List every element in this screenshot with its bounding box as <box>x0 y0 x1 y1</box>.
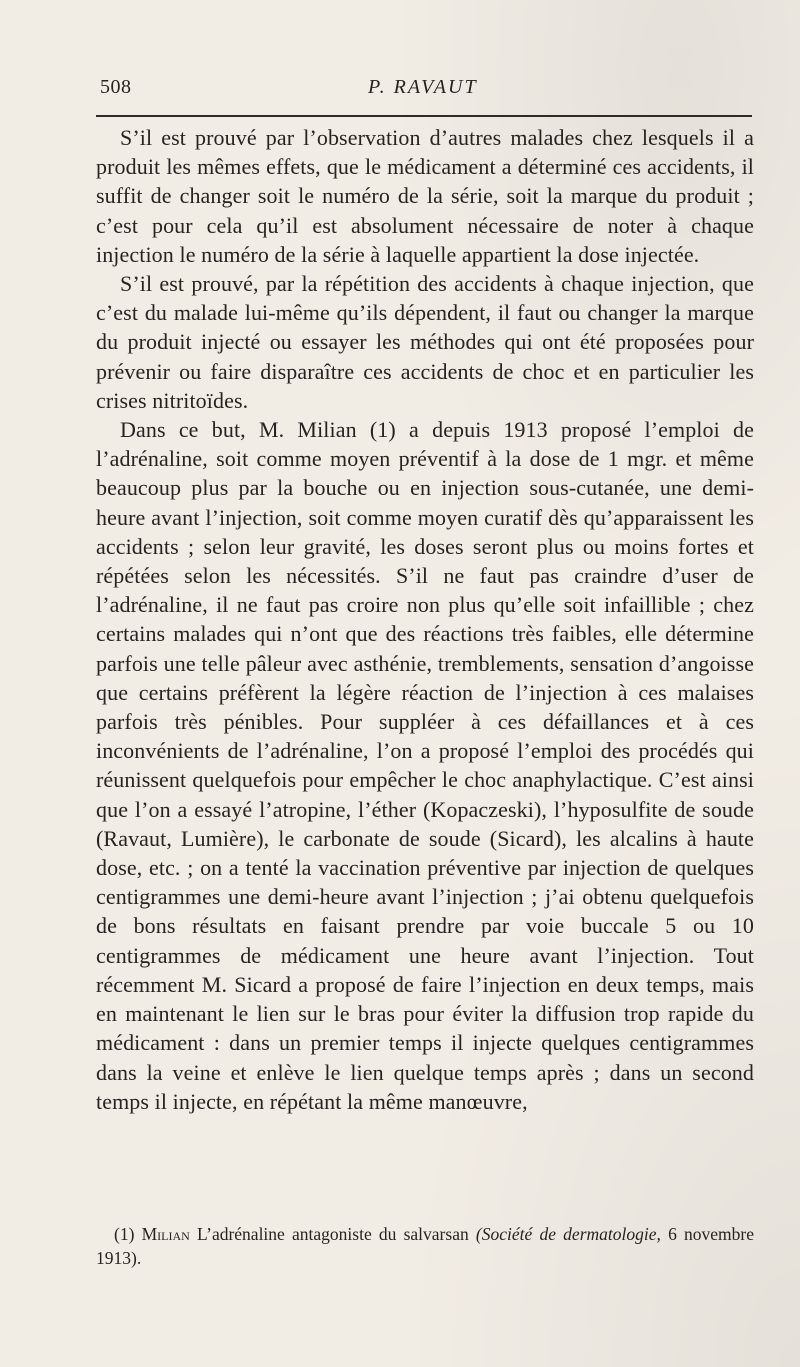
header-rule <box>96 115 752 117</box>
page-number: 508 <box>100 76 132 98</box>
paragraph: S’il est prouvé par l’observation d’autres malades chez lesquels il a produit les mêmes effets, que le médicament a déterminé ces accidents, il suffit de changer soit le numéro de la série, soit la marque du produit ; c’est pour cela qu’il est absolument nécessaire de noter à chaque injection le numéro de la série à laquelle appartient la dose injectée. <box>96 125 754 267</box>
paragraph: Dans ce but, M. Milian (1) a depuis 1913 proposé l’emploi de l’adrénaline, soit comme moyen préventif à la dose de 1 mgr. et même beaucoup plus par la bouche ou en injection sous-cutanée, une demi-heure avant l’injection, soit comme moyen curatif dès qu’apparaissent les accidents ; selon leur gravité, les doses seront plus ou moins fortes et répétées selon les nécessités. S’il ne faut pas craindre d’user de l’adrénaline, il ne faut pas croire non plus qu’elle soit infaillible ; chez certains malades qui n’ont que des réactions très faibles, elle détermine parfois une telle pâleur avec asthénie, tremblements, sensation d’angoisse que certains préfèrent la légère réaction de l’injection à ces malaises parfois très pénibles. Pour suppléer à ces défaillances et à ces inconvénients de l’adrénaline, l’on a proposé l’emploi des procédés qui réunissent quelquefois pour empêcher le choc anaphylactique. C’est ainsi que l’on a essayé l’atropine, l’éther (Kopaczeski), l’hyposulfite de soude (Ravaut, Lumière), le carbonate de soude (Sicard), les alcalins à haute dose, etc. ; on a tenté la vaccination préventive par injection de quelques centigrammes une demi-heure avant l’injection ; j’ai obtenu quelquefois de bons résultats en faisant prendre par voie buccale 5 ou 10 centigrammes de médicament une heure avant l’injection. Tout récemment M. Sicard a proposé de faire l’injection en deux temps, mais en maintenant le lien sur le bras pour éviter la diffusion trop rapide du médicament : dans un premier temps il injecte quelques centigrammes dans la veine et enlève le lien quelque temps après ; dans un second temps il injecte, en répétant la même manœuvre, <box>96 417 754 1114</box>
body-text <box>96 123 754 1116</box>
running-head: P. RAVAUT <box>368 76 478 98</box>
footnote-date: 6 novembre 1913). <box>96 1224 755 1268</box>
footnote-marker: (1) <box>114 1224 135 1244</box>
footnote-journal: (Société de dermatologie, <box>475 1224 661 1244</box>
footnote-text <box>96 1222 754 1270</box>
footnote <box>96 1222 754 1270</box>
paragraph: S’il est prouvé, par la répétition des accidents à chaque injection, que c’est du malade lui-même qu’ils dépendent, il faut ou changer la marque du produit injecté ou essayer les méthodes qui ont été proposées pour prévenir ou faire disparaître ces accidents de choc et en particulier les crises nitritoïdes. <box>96 271 754 413</box>
footnote-title: L’adrénaline antagoniste du salvarsan <box>197 1224 469 1244</box>
footnote-author: Milian <box>141 1224 190 1244</box>
page-header <box>96 76 752 106</box>
